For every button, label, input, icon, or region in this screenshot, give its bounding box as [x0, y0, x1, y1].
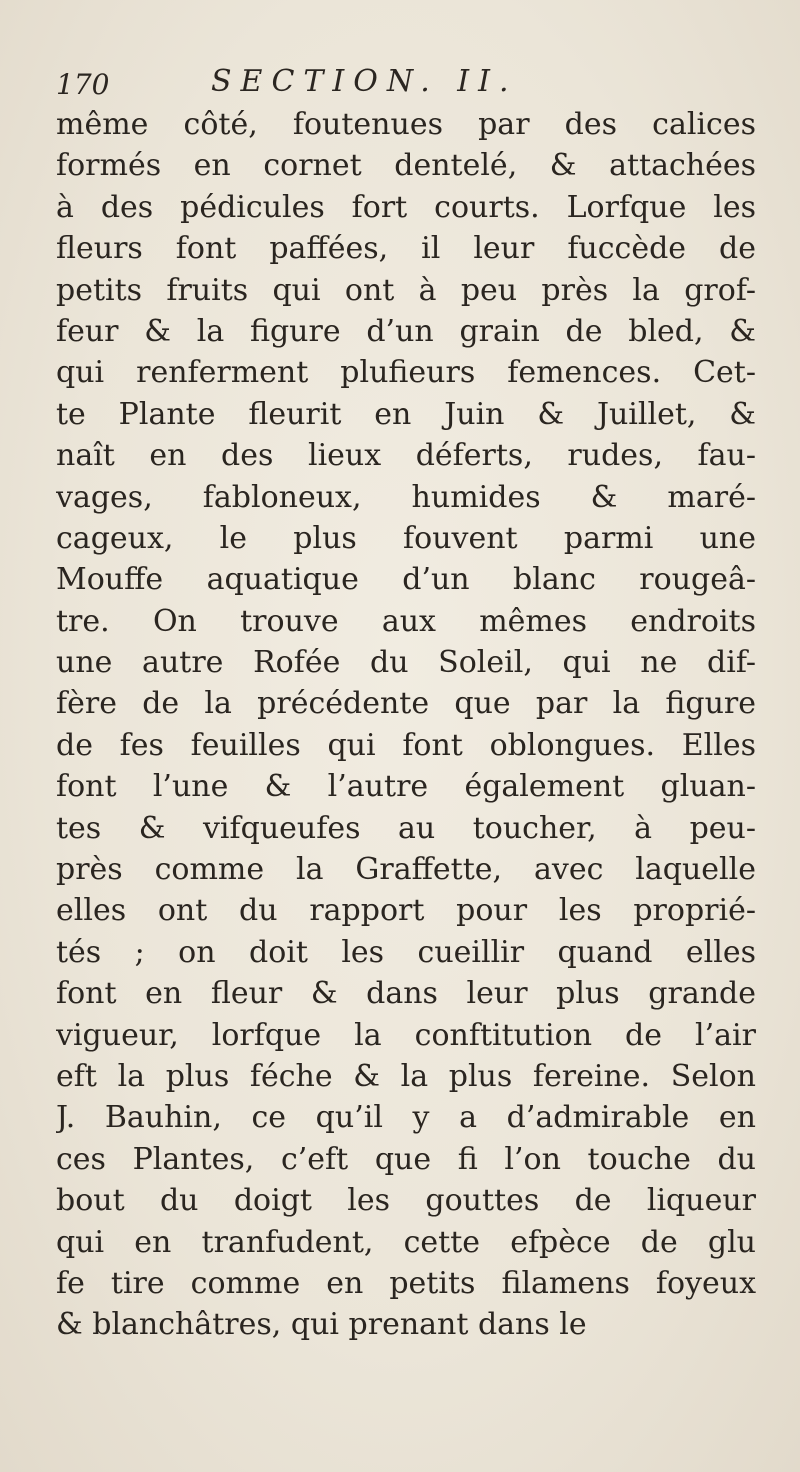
text-line: fleurs font paffées, il leur fuccède de: [56, 231, 756, 267]
text-line: cageux, le plus fouvent parmi une: [56, 520, 756, 556]
text-line: naît en des lieux déferts, rudes, fau-: [56, 438, 756, 474]
text-line: petits fruits qui ont à peu près la grof-: [56, 272, 756, 308]
text-line: qui en tranfudent, cette efpèce de glu: [56, 1224, 756, 1260]
page-header: [56, 64, 756, 104]
text-line: même côté, foutenues par des calices: [56, 107, 756, 142]
text-line: eft la plus féche & la plus fereine. Selon: [56, 1058, 756, 1094]
text-line: tés ; on doit les cueillir quand elles: [56, 934, 756, 970]
text-line: tre. On trouve aux mêmes endroits: [56, 603, 756, 639]
text-line: fère de la précédente que par la figure: [56, 686, 756, 722]
page-number: 170: [56, 68, 110, 101]
text-line: font l’une & l’autre également gluan-: [56, 769, 756, 805]
text-line: elles ont du rapport pour les proprié-: [56, 893, 756, 929]
text-line: bout du doigt les gouttes de liqueur: [56, 1183, 756, 1219]
text-line: formés en cornet dentelé, & attachées: [56, 148, 756, 184]
text-line: qui renferment plufieurs femences. Cet-: [56, 355, 756, 391]
text-line: près comme la Graffette, avec laquelle: [56, 852, 756, 888]
text-line: & blanchâtres, qui prenant dans le: [56, 1307, 587, 1343]
text-line: vigueur, lorfque la conftitution de l’air: [56, 1017, 756, 1053]
text-line: feur & la figure d’un grain de bled, &: [56, 313, 756, 349]
text-line: une autre Rofée du Soleil, qui ne dif-: [56, 645, 756, 681]
text-line: font en fleur & dans leur plus grande: [56, 976, 756, 1012]
text-line: te Plante fleurit en Juin & Juillet, &: [56, 396, 756, 432]
text-line: de fes feuilles qui font oblongues. Elles: [56, 727, 756, 763]
text-line: vages, fabloneux, humides & maré-: [56, 479, 756, 515]
text-line: ces Plantes, c’eft que fi l’on touche du: [56, 1141, 756, 1177]
text-line: tes & vifqueufes au toucher, à peu-: [56, 810, 756, 846]
text-line: à des pédicules fort courts. Lorfque les: [56, 189, 756, 225]
running-head: SECTION. II.: [211, 64, 518, 99]
text-line: fe tire comme en petits filamens foyeux: [56, 1265, 756, 1301]
text-line: J. Bauhin, ce qu’il y a d’admirable en: [56, 1100, 756, 1136]
body-text: [56, 104, 756, 1346]
text-line: Mouffe aquatique d’un blanc rougeâ-: [56, 562, 756, 598]
